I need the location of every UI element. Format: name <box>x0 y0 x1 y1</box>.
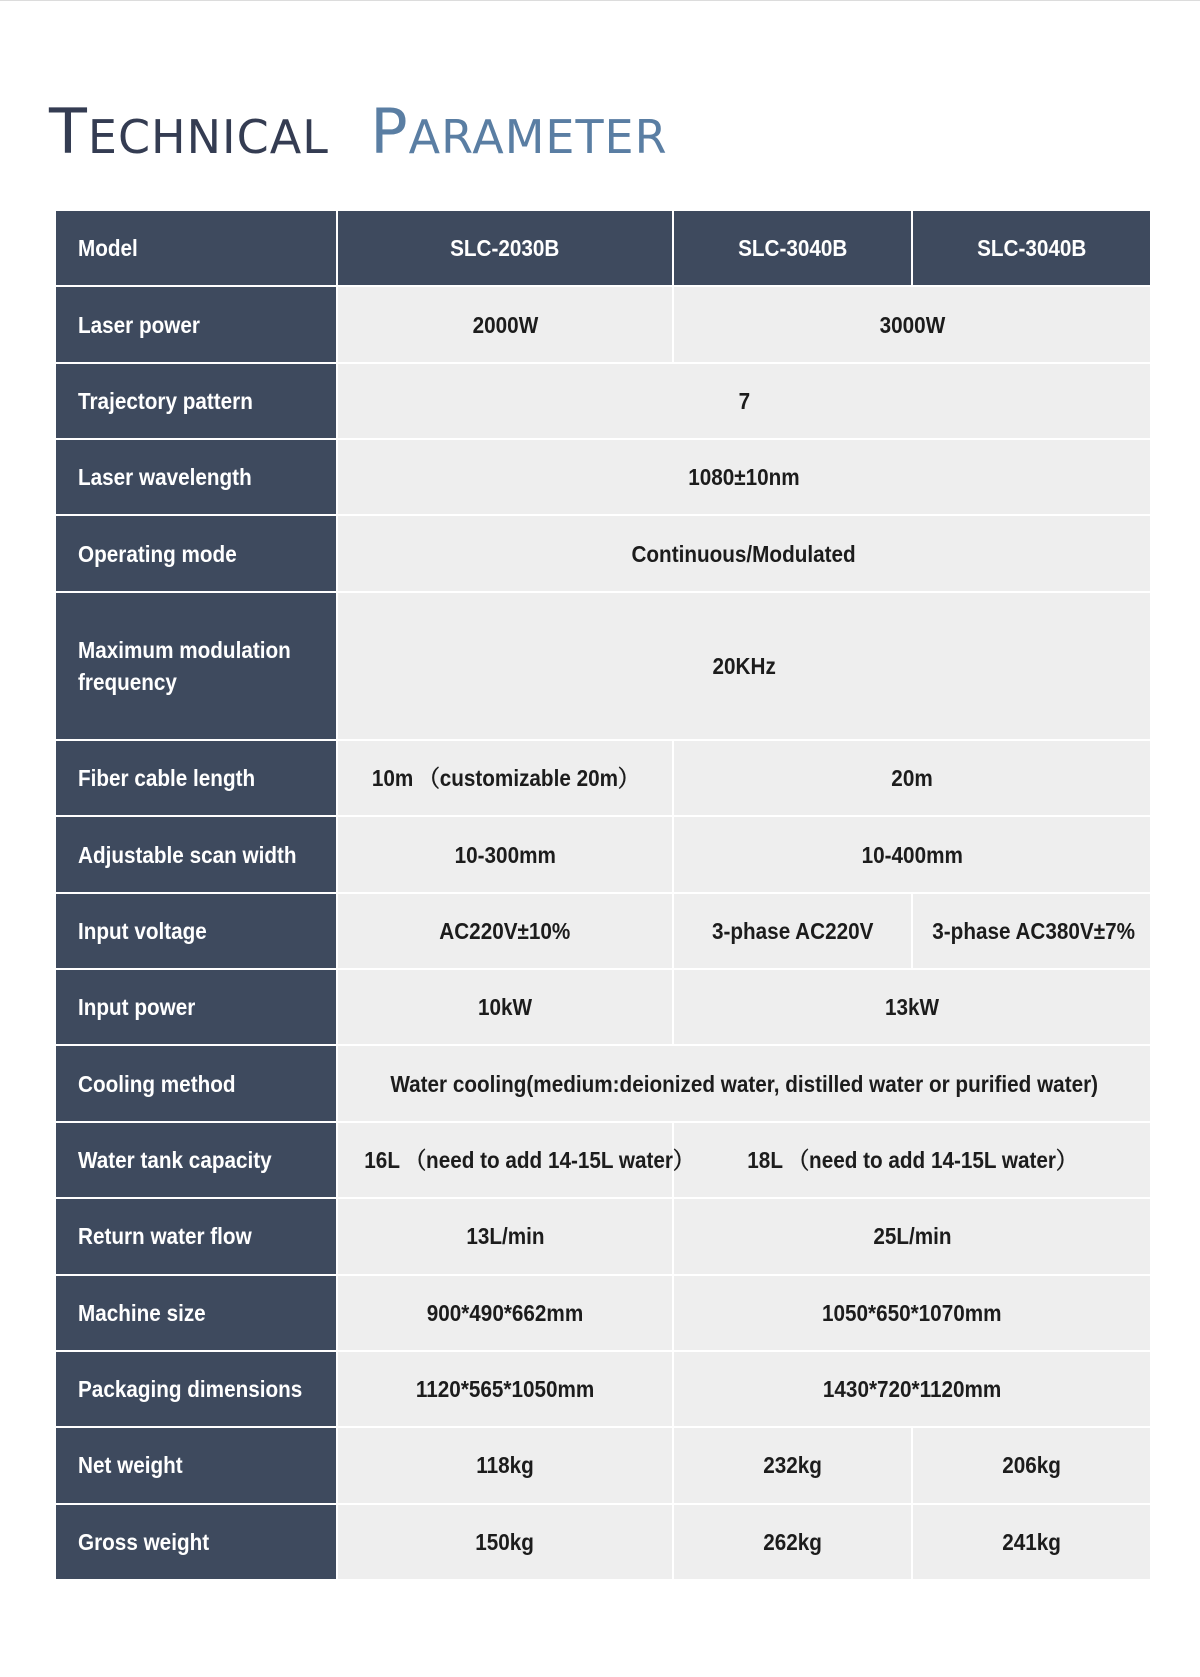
table-row <box>55 1045 1151 1121</box>
model-name-cell: SLC-3040B <box>912 210 1151 286</box>
title-word-technical: TECHNICAL <box>49 95 329 168</box>
value-cell: 1430*720*1120mm <box>673 1351 1151 1427</box>
row-label: Input power <box>55 969 337 1045</box>
value-cell: 3-phase AC220V <box>673 893 912 969</box>
value-cell: 232kg <box>673 1427 912 1503</box>
value-cell: 20m <box>673 740 1151 816</box>
value-cell: 13kW <box>673 969 1151 1045</box>
header-label-model: Model <box>55 210 337 286</box>
value-cell: 10-300mm <box>337 816 673 892</box>
page-title <box>49 96 668 173</box>
parameter-table <box>54 209 1152 1581</box>
table-row <box>55 1122 1151 1198</box>
model-name-cell: SLC-2030B <box>337 210 673 286</box>
row-label: Maximum modulation frequency <box>55 592 337 740</box>
value-cell: 900*490*662mm <box>337 1275 673 1351</box>
value-cell: 241kg <box>912 1504 1151 1580</box>
value-cell: 18L （need to add 14-15L water） <box>673 1122 1151 1198</box>
table-row <box>55 816 1151 892</box>
table-row <box>55 893 1151 969</box>
value-cell: 2000W <box>337 286 673 362</box>
value-cell: 3-phase AC380V±7% <box>912 893 1151 969</box>
value-cell: 20KHz <box>337 592 1151 740</box>
value-cell: 118kg <box>337 1427 673 1503</box>
value-cell: 1120*565*1050mm <box>337 1351 673 1427</box>
row-label: Water tank capacity <box>55 1122 337 1198</box>
table-row <box>55 363 1151 439</box>
value-cell: 13L/min <box>337 1198 673 1274</box>
table-row <box>55 1427 1151 1503</box>
table-row <box>55 1198 1151 1274</box>
row-label: Return water flow <box>55 1198 337 1274</box>
value-cell: 3000W <box>673 286 1151 362</box>
title-word-parameter: PARAMETER <box>370 95 668 168</box>
value-cell: 1080±10nm <box>337 439 1151 515</box>
table-row <box>55 1275 1151 1351</box>
value-cell: Continuous/Modulated <box>337 515 1151 591</box>
row-label: Machine size <box>55 1275 337 1351</box>
row-label: Laser wavelength <box>55 439 337 515</box>
value-cell: 262kg <box>673 1504 912 1580</box>
table-row <box>55 969 1151 1045</box>
table-row <box>55 740 1151 816</box>
top-divider <box>0 0 1200 1</box>
value-cell: 1050*650*1070mm <box>673 1275 1151 1351</box>
row-label: Adjustable scan width <box>55 816 337 892</box>
value-cell: Water cooling(medium:deionized water, distilled water or purified water) <box>337 1045 1151 1121</box>
table-row <box>55 592 1151 740</box>
model-name-cell: SLC-3040B <box>673 210 912 286</box>
table-header-row <box>55 210 1151 286</box>
value-cell: AC220V±10% <box>337 893 673 969</box>
table-row <box>55 286 1151 362</box>
row-label: Cooling method <box>55 1045 337 1121</box>
row-label: Operating mode <box>55 515 337 591</box>
value-cell: 10m （customizable 20m） <box>337 740 673 816</box>
row-label: Trajectory pattern <box>55 363 337 439</box>
row-label: Fiber cable length <box>55 740 337 816</box>
row-label: Laser power <box>55 286 337 362</box>
row-label: Net weight <box>55 1427 337 1503</box>
value-cell: 7 <box>337 363 1151 439</box>
row-label: Input voltage <box>55 893 337 969</box>
value-cell: 16L （need to add 14-15L water） <box>337 1122 673 1198</box>
table-row <box>55 1351 1151 1427</box>
value-cell: 10kW <box>337 969 673 1045</box>
table-row <box>55 515 1151 591</box>
row-label: Gross weight <box>55 1504 337 1580</box>
value-cell: 206kg <box>912 1427 1151 1503</box>
value-cell: 150kg <box>337 1504 673 1580</box>
table-row <box>55 439 1151 515</box>
value-cell: 10-400mm <box>673 816 1151 892</box>
value-cell: 25L/min <box>673 1198 1151 1274</box>
row-label: Packaging dimensions <box>55 1351 337 1427</box>
table-row <box>55 1504 1151 1580</box>
